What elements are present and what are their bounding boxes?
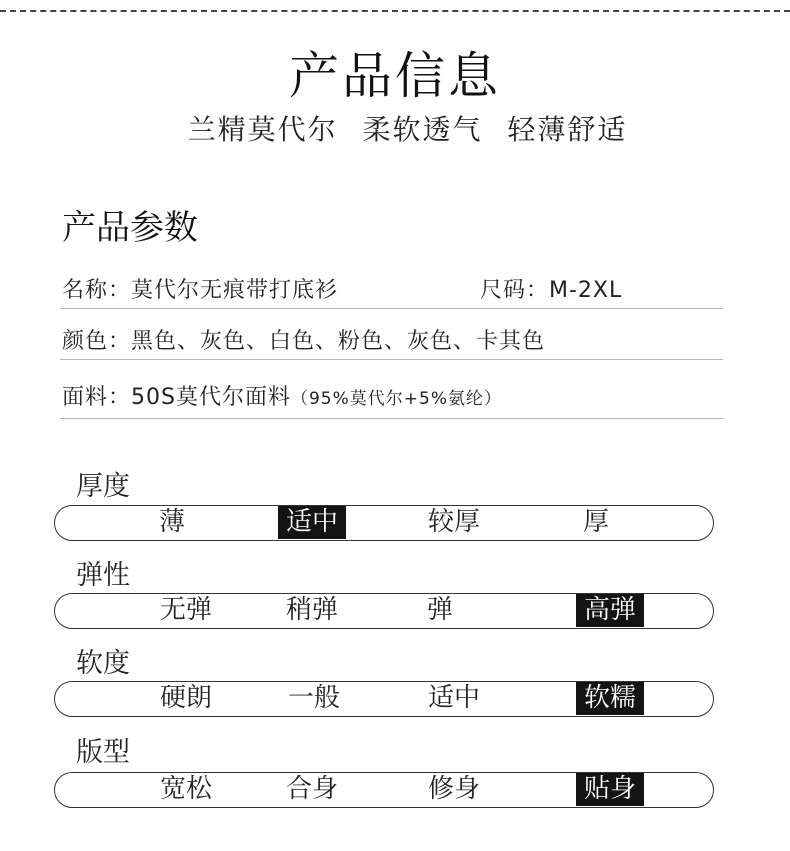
rating-scale-bar xyxy=(54,593,714,629)
param-size: 尺码：M-2XL xyxy=(480,278,623,303)
rating-option: 适中 xyxy=(427,683,481,713)
param-fabric-detail: （95%莫代尔+5%氨纶） xyxy=(290,389,502,409)
rating-option: 较厚 xyxy=(427,507,481,537)
rating-option-selected: 贴身 xyxy=(576,773,644,806)
rating-label: 弹性 xyxy=(76,560,130,591)
param-fabric: 面料：50S莫代尔面料 xyxy=(62,385,291,410)
rating-scale-bar xyxy=(54,505,714,541)
page-title: 产品信息 xyxy=(289,47,501,105)
rating-option: 一般 xyxy=(287,683,341,713)
rating-option: 修身 xyxy=(427,774,481,804)
top-dashed-divider xyxy=(0,10,790,12)
param-row-color xyxy=(62,324,722,355)
rating-scale-bar xyxy=(54,681,714,717)
param-row-fabric xyxy=(62,380,722,411)
rating-label: 软度 xyxy=(76,648,130,679)
rating-option: 合身 xyxy=(285,774,339,804)
row-divider xyxy=(60,308,723,309)
rating-scale-bar xyxy=(54,772,714,808)
row-divider xyxy=(60,418,723,419)
rating-option: 硬朗 xyxy=(159,683,213,713)
rating-option-selected: 适中 xyxy=(278,506,346,539)
rating-option: 宽松 xyxy=(159,774,213,804)
rating-option-selected: 软糯 xyxy=(576,682,644,715)
rating-label: 厚度 xyxy=(76,471,130,502)
param-row-name-size xyxy=(62,273,722,304)
row-divider xyxy=(60,359,723,360)
rating-option: 厚 xyxy=(582,507,610,537)
rating-option: 稍弹 xyxy=(285,595,339,625)
page-subtitle: 兰精莫代尔 柔软透气 轻薄舒适 xyxy=(187,113,628,146)
rating-option: 无弹 xyxy=(159,595,213,625)
rating-option: 薄 xyxy=(158,507,186,537)
param-name: 名称：莫代尔无痕带打底衫 xyxy=(62,278,339,303)
params-section-title: 产品参数 xyxy=(62,208,198,248)
rating-option-selected: 高弹 xyxy=(576,594,644,627)
rating-label: 版型 xyxy=(76,737,130,768)
rating-option: 弹 xyxy=(426,595,454,625)
param-color: 颜色：黑色、灰色、白色、粉色、灰色、卡其色 xyxy=(62,329,546,354)
